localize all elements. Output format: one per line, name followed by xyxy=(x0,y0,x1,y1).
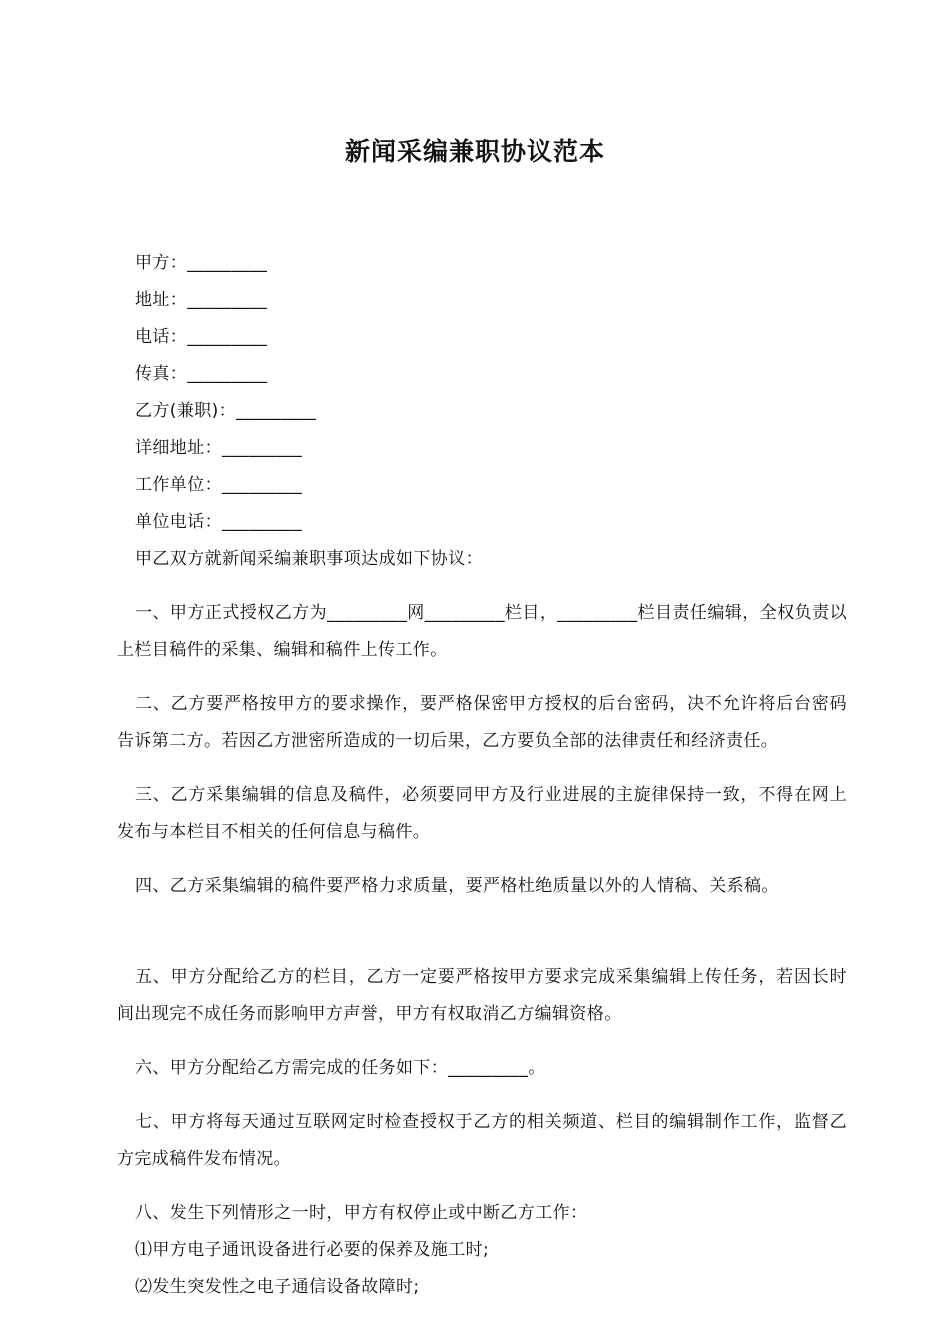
field-unit-phone: 单位电话：_________ xyxy=(135,512,303,532)
field-address: 地址：_________ xyxy=(135,290,268,310)
field-work-unit: 工作单位：_________ xyxy=(135,475,303,495)
clause-8-item-1: ⑴甲方电子通讯设备进行必要的保养及施工时; xyxy=(135,1240,490,1260)
clause-8-item-2: ⑵发生突发性之电子通信设备故障时; xyxy=(135,1277,420,1297)
clause-2: 二、乙方要严格按甲方的要求操作，要严格保密甲方授权的后台密码，决不允许将后台密码告诉第二方。若因乙方泄密所造成的一切后果，乙方要负全部的法律责任和经济责任。 xyxy=(117,694,847,751)
paragraph-gap xyxy=(117,905,847,942)
document-title: 新闻采编兼职协议范本 xyxy=(344,137,605,166)
clause-1: 一、甲方正式授权乙方为_________网_________栏目，_________栏目责任编辑，全权负责以上栏目稿件的采集、编辑和稿件上传工作。 xyxy=(117,603,847,660)
field-party-a: 甲方：_________ xyxy=(135,253,268,273)
document-body xyxy=(117,245,847,1306)
intro-paragraph: 甲乙双方就新闻采编兼职事项达成如下协议： xyxy=(135,549,483,569)
field-party-b: 乙方(兼职)：_________ xyxy=(135,401,317,421)
clause-6: 六、甲方分配给乙方需完成的任务如下：_________。 xyxy=(135,1058,546,1078)
field-detail-address: 详细地址：_________ xyxy=(135,438,303,458)
clause-3: 三、乙方采集编辑的信息及稿件，必须要同甲方及行业进展的主旋律保持一致，不得在网上发布与本栏目不相关的任何信息与稿件。 xyxy=(117,785,847,842)
clause-4: 四、乙方采集编辑的稿件要严格力求质量，要严格杜绝质量以外的人情稿、关系稿。 xyxy=(135,876,779,896)
field-phone: 电话：_________ xyxy=(135,327,268,347)
clause-7: 七、甲方将每天通过互联网定时检查授权于乙方的相关频道、栏目的编辑制作工作，监督乙方完成稿件发布情况。 xyxy=(117,1112,847,1169)
field-fax: 传真：_________ xyxy=(135,364,268,384)
clause-8: 八、发生下列情形之一时，甲方有权停止或中断乙方工作： xyxy=(135,1203,588,1223)
clause-5: 五、甲方分配给乙方的栏目，乙方一定要严格按甲方要求完成采集编辑上传任务，若因长时间出现完不成任务而影响甲方声誉，甲方有权取消乙方编辑资格。 xyxy=(117,967,847,1024)
